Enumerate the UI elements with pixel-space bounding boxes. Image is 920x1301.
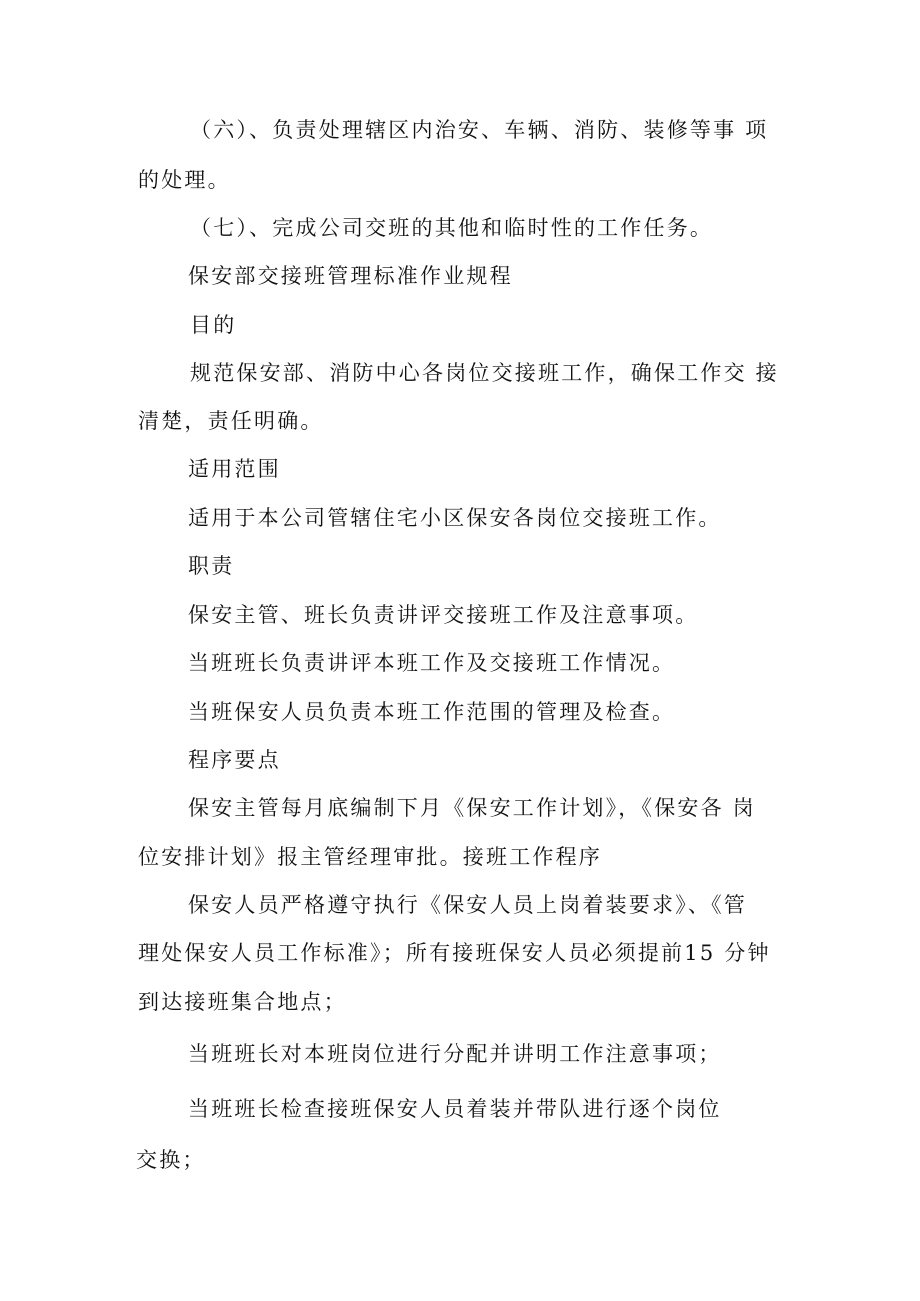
text-line: （六）、负责处理辖区内治安、车辆、消防、装修等事 项 [190,118,769,142]
text-line: 适用于本公司管辖住宅小区保安各岗位交接班工作。 [188,506,722,530]
section-heading: 适用范围 [188,457,281,481]
text-line: 当班班长检查接班保安人员着装并带队进行逐个岗位 [188,1097,722,1121]
text-line: （七）、完成公司交班的其他和临时性的工作任务。 [190,216,714,240]
text-line: 到达接班集合地点； [138,990,347,1014]
text-line: 理处保安人员工作标准》；所有接班保安人员必须提前15 分钟 [138,941,771,965]
section-heading: 目的 [190,313,237,337]
section-heading: 保安部交接班管理标准作业规程 [188,264,513,288]
text-line: 当班保安人员负责本班工作范围的管理及检查。 [188,700,676,724]
text-line: 保安主管、班长负责讲评交接班工作及注意事项。 [188,603,699,627]
text-line: 保安主管每月底编制下月《保安工作计划》，《保安各 岗 [188,796,756,820]
text-line: 交换； [136,1148,206,1172]
text-line: 位安排计划》报主管经理审批。接班工作程序 [138,845,602,869]
text-line: 当班班长对本班岗位进行分配并讲明工作注意事项； [188,1042,722,1066]
text-line: 清楚，责任明确。 [138,409,324,433]
text-line: 的处理。 [138,168,231,192]
text-line: 保安人员严格遵守执行《保安人员上岗着装要求》、《管 [188,893,747,917]
section-heading: 程序要点 [188,748,281,772]
text-line: 规范保安部、消防中心各岗位交接班工作，确保工作交 接 [190,361,779,385]
section-heading: 职责 [188,554,235,578]
text-line: 当班班长负责讲评本班工作及交接班工作情况。 [188,651,676,675]
